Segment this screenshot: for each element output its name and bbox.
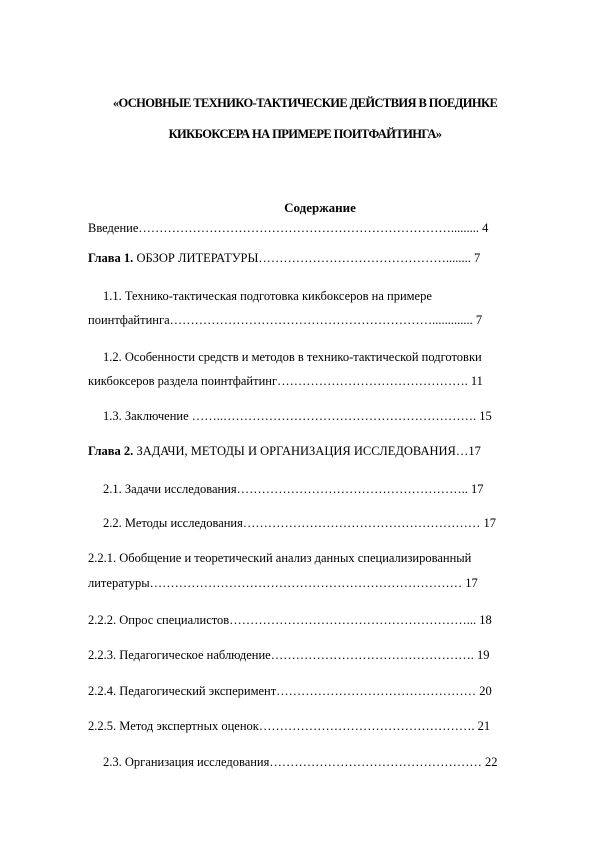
toc-entry-text: ОБЗОР ЛИТЕРАТУРЫ………………………………………........ 7	[133, 251, 481, 265]
toc-entry-2-3	[103, 755, 498, 770]
toc-entry-1-3	[103, 409, 492, 424]
toc-entry-text: 1.3. Заключение ……..……………………………………………………. 15	[103, 409, 492, 423]
toc-entry-2-2-3	[88, 648, 489, 663]
toc-entry-2-2-1-line-2	[88, 576, 478, 591]
toc-entry-text: 2.2.4. Педагогический эксперимент………………………………………… 20	[88, 684, 492, 698]
toc-entry-text: 2.2. Методы исследования………………………………………………… 17	[103, 516, 496, 530]
toc-entry-text: литературы………………………………………………………………… 17	[88, 576, 478, 590]
toc-chapter-prefix: Глава 2.	[88, 444, 134, 458]
toc-entry-2-2-1-line-1	[88, 551, 471, 566]
toc-entry-introduction	[88, 221, 488, 236]
toc-entry-1-2-line-2	[88, 374, 483, 389]
contents-heading: Содержание	[284, 200, 356, 215]
toc-entry-text: Введение…………………………………………………………………......... 4	[88, 221, 489, 235]
toc-entry-2-2-5	[88, 719, 490, 734]
toc-entry-text: 2.2.2. Опрос специалистов…………………………………………………... 18	[88, 613, 492, 627]
toc-entry-text: 2.2.5. Метод экспертных оценок……………………………………………. 21	[88, 719, 491, 733]
document-title-line-1: «ОСНОВНЫЕ ТЕХНИКО-ТАКТИЧЕСКИЕ ДЕЙСТВИЯ В ПОЕДИНКЕ	[112, 96, 498, 110]
toc-entry-1-2-line-1	[103, 350, 482, 365]
toc-entry-text: ЗАДАЧИ, МЕТОДЫ И ОРГАНИЗАЦИЯ ИССЛЕДОВАНИЯ…17	[133, 444, 481, 458]
toc-entry-2-2-4	[88, 684, 492, 699]
toc-entry-text: 1.2. Особенности средств и методов в технико-тактической подготовки	[103, 350, 482, 364]
toc-entry-2-2-2	[88, 613, 492, 628]
toc-entry-1-1-line-2	[88, 313, 482, 328]
toc-entry-text: 2.2.3. Педагогическое наблюдение…………………………………………. 19	[88, 648, 490, 662]
toc-entry-text: поинтфайтинга………………………………………………………............. 7	[88, 313, 483, 327]
toc-entry-chapter-2	[88, 444, 481, 459]
toc-entry-text: 2.2.1. Обобщение и теоретический анализ данных специализированный	[88, 551, 472, 565]
toc-entry-1-1-line-1	[103, 289, 432, 304]
toc-entry-text: кикбоксеров раздела поинтфайтинг………………………………………. 11	[88, 374, 483, 388]
toc-entry-2-1	[103, 482, 484, 497]
toc-entry-2-2	[103, 516, 496, 531]
toc-entry-chapter-1	[88, 251, 480, 266]
document-title-line-2: КИКБОКСЕРА НА ПРИМЕРЕ ПОИТФАЙТИНГА»	[168, 127, 442, 141]
toc-entry-text: 2.3. Организация исследования…………………………………………… 22	[103, 755, 498, 769]
toc-chapter-prefix: Глава 1.	[88, 251, 134, 265]
toc-entry-text: 2.1. Задачи исследования……………………………………………….. 17	[103, 482, 484, 496]
toc-entry-text: 1.1. Технико-тактическая подготовка кикбоксеров на примере	[103, 289, 432, 303]
